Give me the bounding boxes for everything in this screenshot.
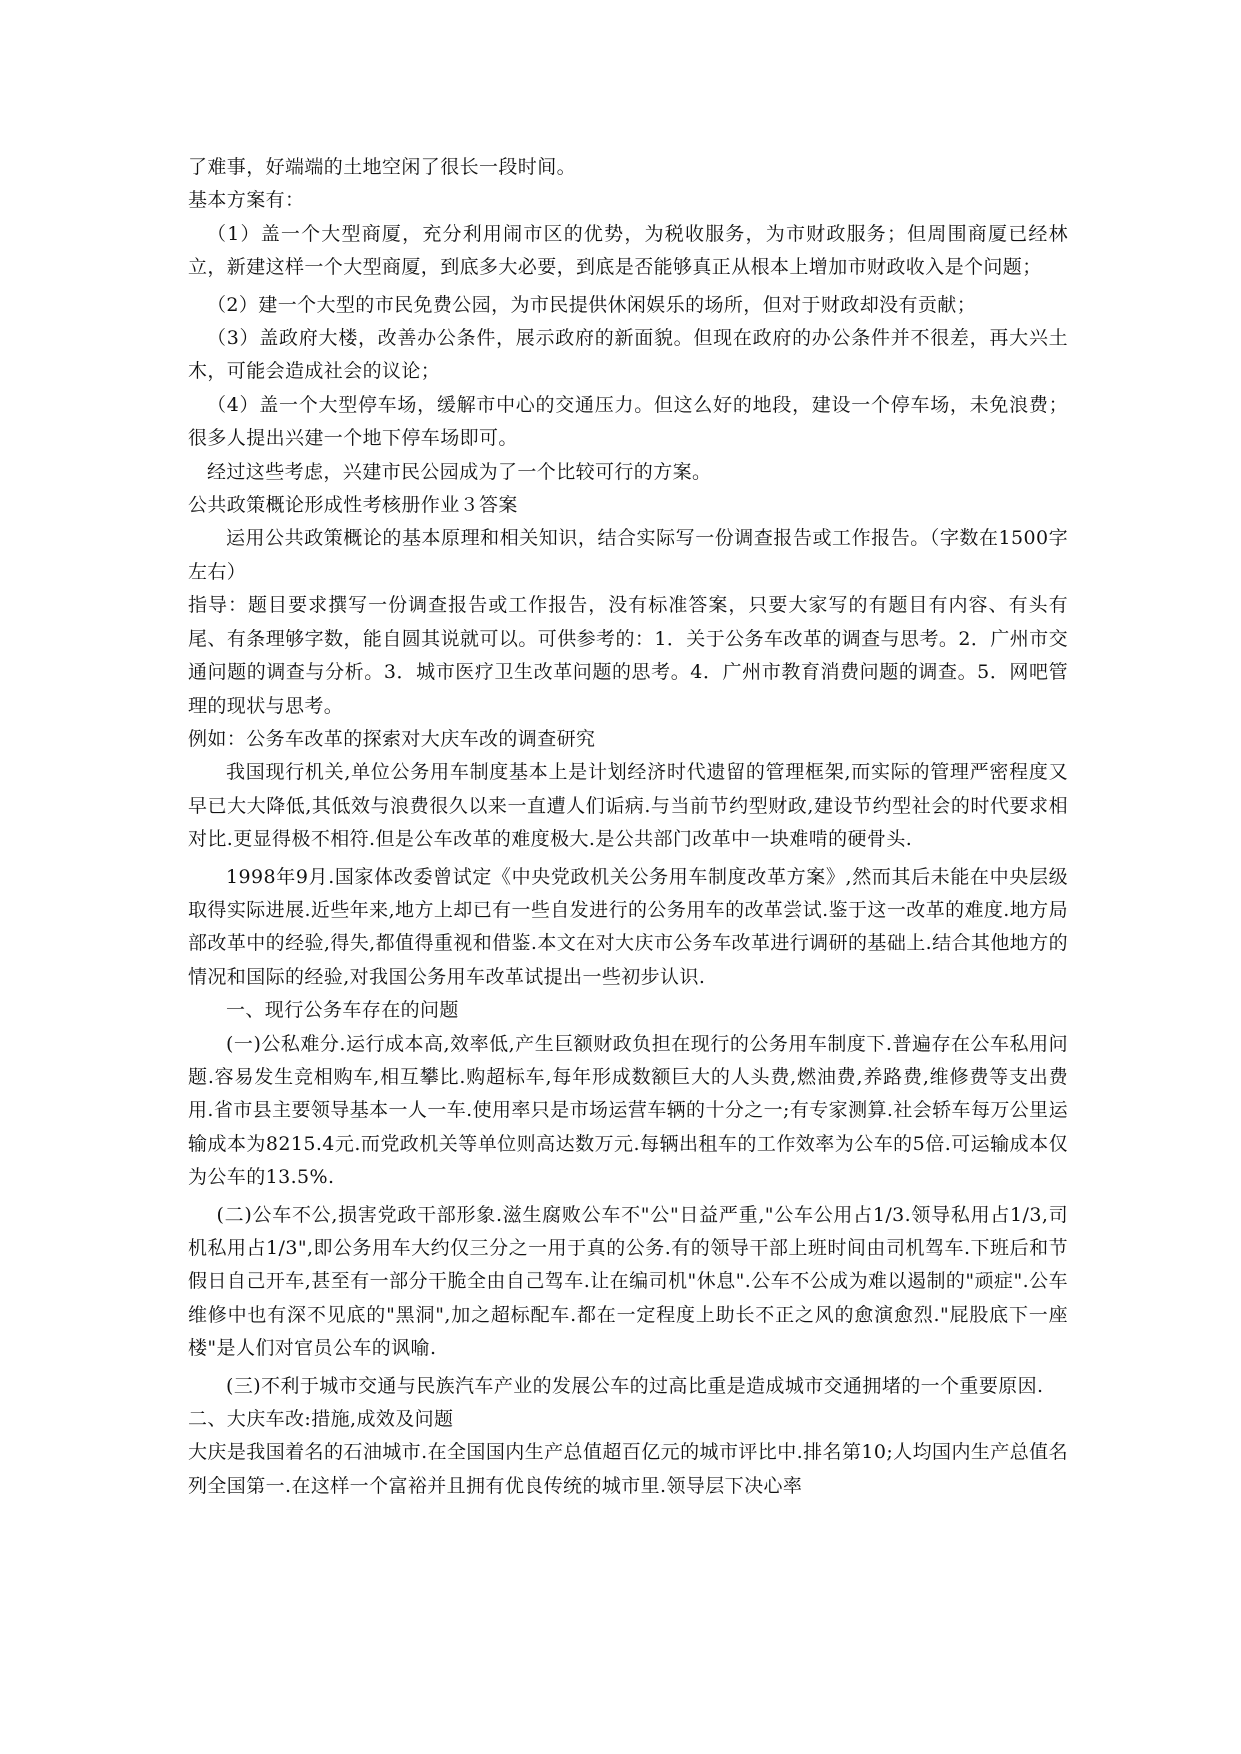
paragraph-plan-2: （2）建一个大型的市民免费公园，为市民提供休闲娱乐的场所，但对于财政却没有贡献； — [207, 293, 977, 316]
paragraph-problem-2: (二)公车不公,损害党政干部形象.滋生腐败公车不"公"日益严重,"公车公用占1/3.领导私用占1/3,司机私用占1/3",即公务用车大约仅三分之一用于真的公务.有的领导干部上班时间由司机驾车.下班后和节假日自己开车,甚至有一部分干脆全由自己驾车.让在编司机"休息".公车不公成为难以遏制的"顽症".公车维修中也有深不见底的"黑洞",加之超标配车.都在一定程度上助长不正之风的愈演愈烈."屁股底下一座楼"是人们对官员公车的讽喻. — [188, 1203, 1068, 1360]
paragraph-problem-3: (三)不利于城市交通与民族汽车产业的发展公车的过高比重是造成城市交通拥堵的一个重要原因. — [226, 1374, 1044, 1397]
section-heading-daqing: 二、大庆车改:措施,成效及问题 — [188, 1408, 454, 1431]
paragraph-plan-4: （4）盖一个大型停车场，缓解市中心的交通压力。但这么好的地段，建设一个停车场，未免浪费；很多人提出兴建一个地下停车场即可。 — [188, 393, 1068, 450]
paragraph-example-title: 例如：公务车改革的探索对大庆车改的调查研究 — [188, 727, 596, 750]
paragraph-intro-continuation: 了难事，好端端的土地空闲了很长一段时间。 — [188, 156, 577, 178]
paragraph-problem-1: (一)公私难分.运行成本高,效率低,产生巨额财政负担在现行的公务用车制度下.普遍存在公车私用问题.容易发生竞相购车,相互攀比.购超标车,每年形成数额巨大的人头费,燃油费,养路费,维修费等支出费用.省市县主要领导基本一人一车.使用率只是市场运营车辆的十分之一;有专家测算.社会轿车每万公里运输成本为8215.4元.而党政机关等单位则高达数万元.每辆出租车的工作效率为公车的5倍.可运输成本仅为公车的13.5%. — [188, 1032, 1068, 1189]
paragraph-daqing-intro: 大庆是我国着名的石油城市.在全国国内生产总值超百亿元的城市评比中.排名第10;人均国内生产总值名列全国第一.在这样一个富裕并且拥有优良传统的城市里.领导层下决心率 — [188, 1441, 1068, 1497]
section-heading-problems: 一、现行公务车存在的问题 — [226, 999, 459, 1022]
paragraph-guidance: 指导：题目要求撰写一份调查报告或工作报告，没有标准答案，只要大家写的有题目有内容、有头有尾、有条理够字数，能自圆其说就可以。可供参考的：1．关于公务车改革的调查与思考。2．广州市交通问题的调查与分析。3．城市医疗卫生改革问题的思考。4．广州市教育消费问题的调查。5．网吧管理的现状与思考。 — [188, 594, 1068, 717]
paragraph-assignment-prompt: 运用公共政策概论的基本原理和相关知识，结合实际写一份调查报告或工作报告。（字数在1500字左右） — [188, 527, 1068, 583]
paragraph-plan-3: （3）盖政府大楼，改善办公条件，展示政府的新面貌。但现在政府的办公条件并不很差，再大兴土木，可能会造成社会的议论； — [188, 327, 1068, 383]
document-page — [188, 151, 1068, 1503]
section-heading-assignment-3: 公共政策概论形成性考核册作业３答案 — [188, 494, 518, 517]
paragraph-body-2: 1998年9月.国家体改委曾试定《中央党政机关公务用车制度改革方案》,然而其后未能在中央层级取得实际进展.近些年来,地方上却已有一些自发进行的公务用车的改革尝试.鉴于这一改革的难度.地方局部改革中的经验,得失,都值得重视和借鉴.本文在对大庆市公务车改革进行调研的基础上.结合其他地方的情况和国际的经验,对我国公务用车改革试提出一些初步认识. — [188, 865, 1068, 988]
paragraph-plan-1: （1）盖一个大型商厦，充分利用闹市区的优势，为税收服务，为市财政服务；但周围商厦已经林立，新建这样一个大型商厦，到底多大必要，到底是否能够真正从根本上增加市财政收入是个问题； — [188, 222, 1068, 279]
paragraph-conclusion: 经过这些考虑，兴建市民公园成为了一个比较可行的方案。 — [207, 460, 712, 483]
paragraph-basic-plans-heading: 基本方案有： — [188, 189, 305, 212]
paragraph-body-1: 我国现行机关,单位公务用车制度基本上是计划经济时代遗留的管理框架,而实际的管理严密程度又早已大大降低,其低效与浪费很久以来一直遭人们诟病.与当前节约型财政,建设节约型社会的时代要求相对比.更显得极不相符.但是公车改革的难度极大.是公共部门改革中一块难啃的硬骨头. — [188, 761, 1068, 851]
